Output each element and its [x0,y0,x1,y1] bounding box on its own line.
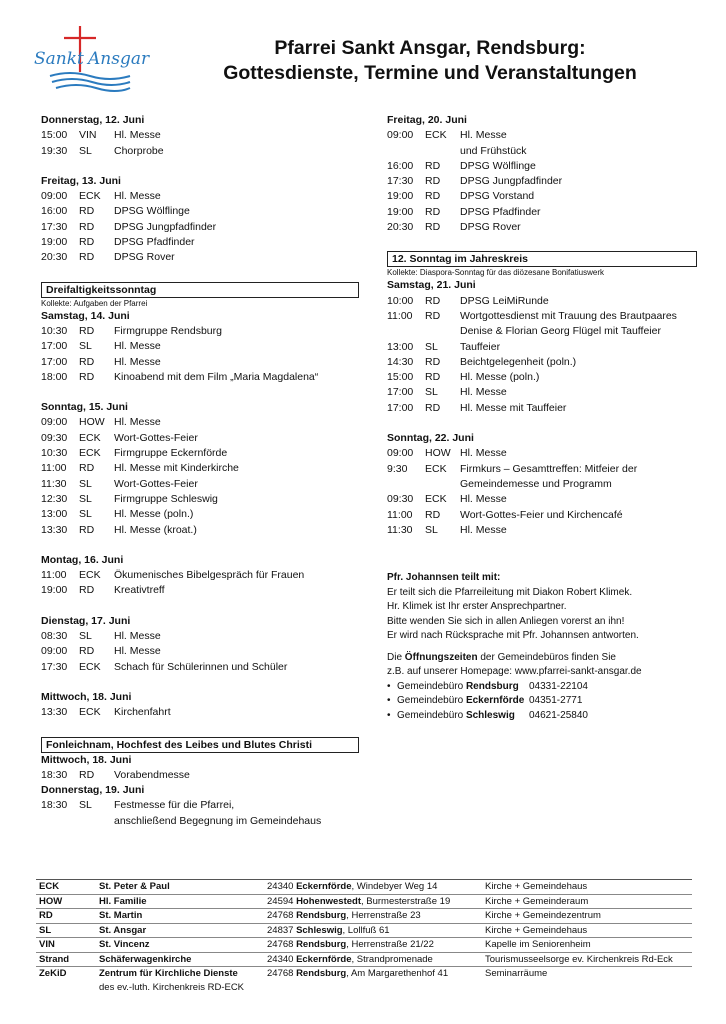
schedule-left-column [41,113,359,829]
office-phone-row [387,694,697,709]
event-location: RD [79,220,95,233]
event-time: 16:00 [387,159,414,172]
event-title: Hl. Messe [114,355,161,368]
legend-church: Hl. Familie [99,895,147,907]
event-time: 11:30 [387,523,413,536]
legend-address: 24340 Eckernförde, Strandpromenade [267,953,433,965]
event-title: Kinoabend mit dem Film „Maria Magdalena“ [114,370,319,383]
event-time: 15:00 [387,371,414,384]
event-time: 11:00 [387,309,413,322]
event-location: ECK [425,129,447,142]
event-time: 19:00 [41,236,68,249]
event-row [387,401,697,416]
event-row [387,220,697,235]
event-location: SL [425,523,438,536]
event-title: DPSG Pfadfinder [460,205,541,218]
event-row [387,355,697,370]
event-row [41,507,359,522]
announcement-line: Bitte wenden Sie sich in allen Anliegen vorerst an ihn! [387,615,625,627]
event-location: RD [79,251,95,264]
office-phone: 04621-25840 [529,709,588,721]
legend-row [36,924,692,939]
legend-address: 24768 Rendsburg, Am Margarethenhof 41 [267,968,449,979]
announcement-heading: Pfr. Johannsen teilt mit: [387,572,501,584]
event-title: Kreativtreff [114,584,165,597]
event-time: 09:30 [41,431,68,444]
event-time: 9:30 [387,462,408,475]
event-title: DPSG Jungpfadfinder [114,220,217,233]
event-title: Hl. Messe mit Kinderkirche [114,462,239,475]
event-row [41,431,359,446]
event-location: RD [79,584,95,597]
event-time: 15:00 [41,129,68,142]
event-time: 17:00 [41,340,68,353]
feast-box: Fonleichnam, Hochfest des Leibes und Blutes Christi [41,737,359,753]
office-name: Gemeindebüro Schleswig [397,709,515,721]
event-title: Hl. Messe [460,447,507,460]
event-row [41,629,359,644]
event-location: RD [425,508,441,521]
event-location: ECK [79,190,101,203]
parish-logo [30,22,150,100]
schedule-right-column [387,113,697,723]
legend-church: Zentrum für Kirchliche Dienste des ev.-luth. Kirchenkreis RD-ECK [99,968,245,993]
event-title: Wort-Gottes-Feier [114,431,198,444]
event-time: 17:30 [41,220,68,233]
event-location: ECK [425,493,447,506]
event-location: SL [79,340,92,353]
event-time: 17:00 [41,355,68,368]
event-location: SL [425,340,438,353]
event-row [41,583,359,598]
event-row [41,324,359,339]
event-title: DPSG Wölflinge [114,205,190,218]
event-location: SL [425,386,438,399]
event-location: RD [79,370,95,383]
event-row [387,340,697,355]
day-heading: Mittwoch, 18. Juni [41,690,132,703]
event-title: DPSG Rover [460,221,521,234]
location-legend [36,879,692,994]
legend-row [36,909,692,924]
event-title: DPSG Pfadfinder [114,236,195,249]
event-location: RD [425,159,441,172]
event-location: RD [79,645,95,658]
event-row [387,159,697,174]
event-row [41,189,359,204]
event-location: RD [425,205,441,218]
event-row [387,370,697,385]
event-row [41,814,359,829]
event-title: Hl. Messe [460,523,507,536]
event-time: 11:30 [41,477,67,490]
event-location: RD [425,190,441,203]
legend-code: VIN [39,939,55,950]
legend-usage: Kapelle im Seniorenheim [485,939,591,950]
event-location: SL [79,477,92,490]
event-time: 08:30 [41,630,68,643]
legend-address: 24837 Schleswig, Lollfuß 61 [267,924,390,936]
event-time: 18:00 [41,370,68,383]
feast-box: Dreifaltigkeitssonntag [41,282,359,298]
event-row [41,235,359,250]
legend-code: SL [39,924,52,936]
event-title: Vorabendmesse [114,768,190,781]
event-time: 13:30 [41,523,68,536]
announcement-line: Er teilt sich die Pfarreileitung mit Diakon Robert Klimek. [387,586,633,598]
event-row [387,523,697,538]
office-hours-text: Die Öffnungszeiten der Gemeindebüros finden Sie [387,651,616,663]
event-title: DPSG Vorstand [460,190,535,203]
event-row [41,660,359,675]
event-time: 10:30 [41,447,68,460]
event-time: 11:00 [41,462,67,475]
event-location: RD [79,236,95,249]
event-time: 13:30 [41,706,68,719]
office-name: Gemeindebüro Eckernförde [397,695,525,707]
event-row [387,462,697,477]
event-title: Hl. Messe [114,129,161,142]
event-title: Hl. Messe (poln.) [460,371,540,384]
legend-row [36,938,692,953]
event-time: 09:00 [41,416,68,429]
event-row [41,220,359,235]
day-heading: Sonntag, 15. Juni [41,401,128,414]
event-row [387,189,697,204]
feast-box: 12. Sonntag im Jahreskreis [387,251,697,267]
legend-row [36,895,692,910]
event-time: 18:30 [41,799,68,812]
event-time: 14:30 [387,355,414,368]
event-title: Kirchenfahrt [114,706,171,719]
event-time: 20:30 [41,251,68,264]
day-heading: Freitag, 13. Juni [41,174,121,187]
event-row [387,128,697,143]
office-name: Gemeindebüro Rendsburg [397,680,519,692]
event-row [387,144,697,159]
legend-code: ZeKiD [39,968,67,979]
event-location: SL [79,799,92,812]
event-time: 19:00 [387,205,414,218]
event-location: ECK [425,462,447,475]
legend-code: Strand [39,953,70,965]
event-title: DPSG Rover [114,251,175,264]
event-title: Firmgruppe Rendsburg [114,324,222,337]
event-title: Wort-Gottes-Feier und Kirchencafé [460,508,623,521]
event-time [387,324,425,339]
event-time: 20:30 [387,221,414,234]
event-row [387,309,697,324]
legend-address: 24340 Eckernförde, Windebyer Weg 14 [267,881,438,892]
event-location: HOW [425,447,451,460]
svg-text:Sankt: Sankt [34,49,84,69]
day-heading: Mittwoch, 18. Juni [41,753,132,766]
event-time: 17:30 [41,660,68,673]
event-location: RD [425,294,441,307]
event-title: Hl. Messe [460,386,507,399]
event-location: RD [79,523,95,536]
event-location [425,324,460,339]
event-title: Hl. Messe [114,340,161,353]
legend-church: Schäferwagenkirche [99,953,192,965]
event-location: RD [425,175,441,188]
legend-usage: Kirche + Gemeindehaus [485,924,588,936]
event-location: ECK [79,569,101,582]
office-phone-row [387,709,697,724]
event-title: Chorprobe [114,144,164,157]
event-title: Gemeindemesse und Programm [460,477,612,490]
event-location: RD [425,221,441,234]
event-time: 11:00 [41,569,67,582]
legend-row [36,953,692,968]
event-row [41,128,359,143]
event-row [41,461,359,476]
title-line-2: Gottesdienste, Termine und Veranstaltungen [223,62,637,84]
event-time: 13:00 [41,508,68,521]
day-heading: Montag, 16. Juni [41,553,124,566]
event-row [41,798,359,813]
page-title [150,36,710,86]
office-phone: 04351-2771 [529,695,583,707]
event-time: 17:00 [387,401,414,414]
event-row [41,339,359,354]
day-heading: Samstag, 21. Juni [387,279,476,292]
event-time: 09:00 [387,447,414,460]
event-location [425,477,460,492]
event-title: Hl. Messe [114,190,161,203]
event-time: 11:00 [387,508,413,521]
event-location: SL [79,508,92,521]
event-time: 09:30 [387,493,414,506]
event-row [387,477,697,492]
event-time: 13:00 [387,340,414,353]
legend-church: St. Vincenz [99,939,150,950]
legend-usage: Seminarräume [485,968,548,979]
announcement-line: Hr. Klimek ist Ihr erster Ansprechpartner. [387,601,567,613]
event-time: 12:30 [41,492,68,505]
day-heading: Samstag, 14. Juni [41,309,130,322]
event-location [79,814,114,829]
bullet: • [387,680,391,692]
event-row [387,174,697,189]
legend-usage: Tourismusseelsorge ev. Kirchenkreis Rd-Eck [485,953,673,965]
event-title: und Frühstück [460,144,527,157]
event-time [41,814,79,829]
day-heading: Sonntag, 22. Juni [387,432,474,445]
event-location: HOW [79,416,105,429]
event-time: 09:00 [387,129,414,142]
event-location: RD [79,355,95,368]
legend-church: St. Peter & Paul [99,881,170,892]
legend-code: ECK [39,881,60,892]
event-title: Wort-Gottes-Feier [114,477,198,490]
event-title: Hl. Messe [114,645,161,658]
event-title: Hl. Messe (poln.) [114,508,194,521]
event-title: Firmkurs – Gesamttreffen: Mitfeier der [460,462,638,475]
event-location: RD [425,401,441,414]
day-heading: Freitag, 20. Juni [387,114,467,126]
legend-usage: Kirche + Gemeindehaus [485,881,588,892]
event-time: 17:30 [387,175,414,188]
event-location: RD [79,205,95,218]
bullet: • [387,695,391,707]
office-phone: 04331-22104 [529,680,588,692]
event-title: Wortgottesdienst mit Trauung des Brautpaares [460,309,677,322]
event-time: 16:00 [41,205,68,218]
event-location: RD [425,355,441,368]
announcement-line: Er wird nach Rücksprache mit Pfr. Johannsen antworten. [387,630,639,642]
event-row [41,250,359,265]
event-row [41,204,359,219]
bullet: • [387,709,391,721]
event-location: ECK [79,660,101,673]
event-time: 09:00 [41,190,68,203]
legend-usage: Kirche + Gemeinderaum [485,895,589,907]
event-title: Beichtgelegenheit (poln.) [460,355,577,368]
event-location: RD [425,309,441,322]
event-location: RD [79,462,95,475]
legend-row [36,967,692,994]
event-location: ECK [79,706,101,719]
event-title: Denise & Florian Georg Flügel mit Tauffeier [460,325,661,338]
event-row [41,644,359,659]
event-row [41,768,359,783]
legend-address: 24768 Rendsburg, Herrenstraße 23 [267,910,421,921]
event-time: 10:30 [41,324,68,337]
collection-note: Kollekte: Aufgaben der Pfarrei [41,298,148,308]
event-time: 19:00 [41,584,68,597]
event-location: ECK [79,447,101,460]
event-time: 18:30 [41,768,68,781]
event-title: Schach für Schülerinnen und Schüler [114,660,288,673]
event-row [41,523,359,538]
event-title: Festmesse für die Pfarrei, [114,799,235,812]
event-time [387,477,425,492]
event-title: Tauffeier [460,340,501,353]
event-title: Hl. Messe [460,493,507,506]
event-title: Hl. Messe [114,630,161,643]
event-time: 19:30 [41,144,68,157]
event-row [41,492,359,507]
legend-usage: Kirche + Gemeindezentrum [485,910,601,921]
event-time: 17:00 [387,386,414,399]
event-title: DPSG Wölflinge [460,159,536,172]
day-heading: Donnerstag, 19. Juni [41,784,145,797]
event-row [41,144,359,159]
event-title: Hl. Messe [114,416,161,429]
event-title: Firmgruppe Eckernförde [114,447,228,460]
svg-text:Ansgar: Ansgar [88,49,150,69]
event-location [425,144,460,159]
event-location: VIN [79,129,97,142]
event-time: 19:00 [387,190,414,203]
legend-row [36,880,692,895]
event-title: anschließend Begegnung im Gemeindehaus [114,814,322,827]
event-location: SL [79,630,92,643]
event-location: SL [79,492,92,505]
event-row [41,568,359,583]
event-location: RD [79,324,95,337]
event-row [387,385,697,400]
event-row [387,508,697,523]
event-location: ECK [79,431,101,444]
event-row [41,370,359,385]
legend-address: 24594 Hohenwestedt, Burmesterstraße 19 [267,895,451,907]
event-row [387,324,697,339]
legend-church: St. Martin [99,910,143,921]
office-phone-row [387,680,697,695]
legend-address: 24768 Rendsburg, Herrenstraße 21/22 [267,939,434,950]
event-title: Hl. Messe [460,129,507,142]
event-row [387,446,697,461]
event-row [387,294,697,309]
event-row [41,477,359,492]
event-title: Ökumenisches Bibelgespräch für Frauen [114,569,305,582]
event-time: 10:00 [387,294,414,307]
event-row [41,705,359,720]
event-title: DPSG Jungpfadfinder [460,175,563,188]
day-heading: Donnerstag, 12. Juni [41,114,145,126]
event-title: DPSG LeiMiRunde [460,294,549,307]
event-time [387,144,425,159]
event-location: SL [79,144,92,157]
event-row [387,205,697,220]
event-title: Firmgruppe Schleswig [114,492,218,505]
event-time: 09:00 [41,645,68,658]
event-row [41,415,359,430]
announcement [387,571,697,723]
collection-note: Kollekte: Diaspora-Sonntag für das diözesane Bonifatiuswerk [387,268,605,278]
event-row [387,492,697,507]
event-title: Hl. Messe (kroat.) [114,523,197,536]
legend-code: RD [39,910,53,921]
legend-code: HOW [39,895,63,907]
event-location: RD [79,768,95,781]
event-row [41,446,359,461]
event-location: RD [425,371,441,384]
legend-church: St. Ansgar [99,924,147,936]
day-heading: Dienstag, 17. Juni [41,614,131,627]
event-title: Hl. Messe mit Tauffeier [460,401,567,414]
title-line-1: Pfarrei Sankt Ansgar, Rendsburg: [274,37,586,59]
event-row [41,355,359,370]
homepage-text: z.B. auf unserer Homepage: www.pfarrei-sankt-ansgar.de [387,666,642,678]
